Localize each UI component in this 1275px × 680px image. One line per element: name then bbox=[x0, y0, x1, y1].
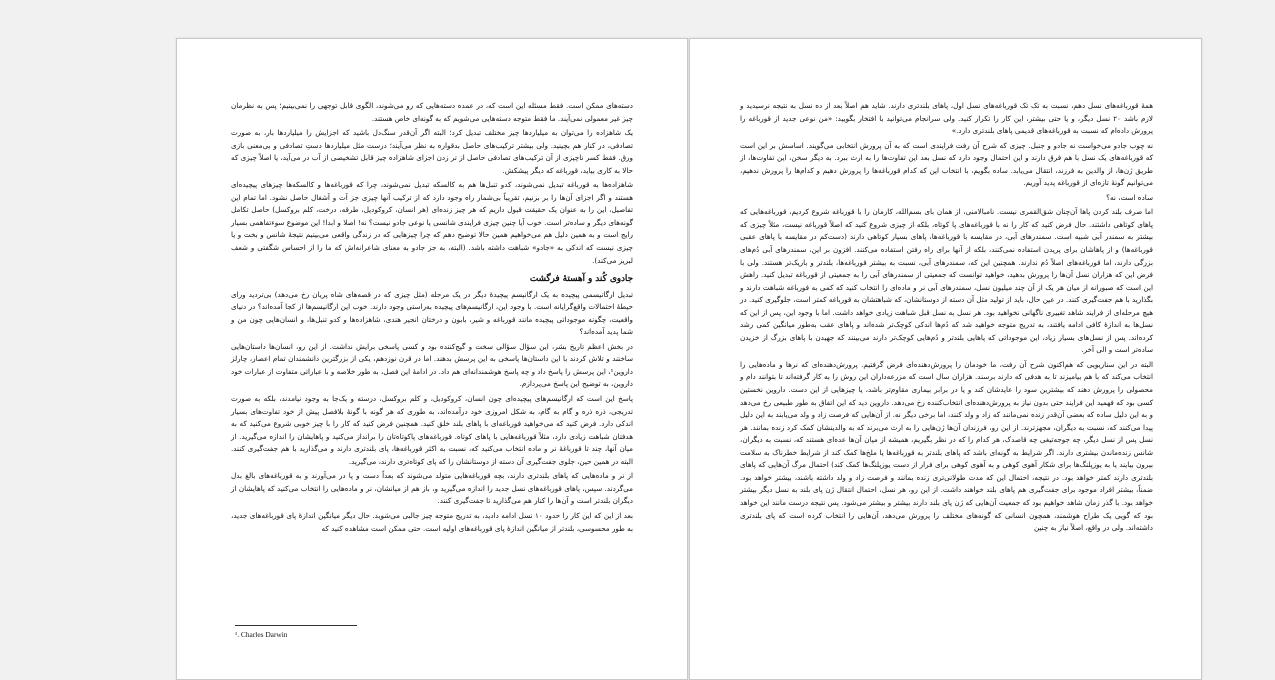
paragraph: از نر و ماده‌هایی که پاهای بلندتری دارند، بچه قورباغه‌هایی متولد می‌شوند که بعداً دست و پا در می‌آورند و به قورباغه‌های بالغ بدل می‌گردند. سپس، پاهای قورباغه‌های نسل جدید را اندازه می‌گیرید و، باز هم از میانشان، نر و ماده‌هایی را انتخاب می‌کنید که پاهایشان از دیگران بلندتر است و آن‌ها را کنار هم می‌گذارید تا جفت‌گیری کنند. bbox=[231, 471, 633, 506]
section-heading: جادوی کُند و آهستهٔ فرگشت bbox=[529, 274, 633, 285]
paragraph: پاسخ این است که ارگانیسم‌های پیچیده‌ای چون انسان، کروکودیل، و کلم بروکسل، درسته و یک‌جا به وجود نیامدند، بلکه به صورت تدریجی، ذره ذره و گام به گام، به شکل امروزی خود درآمده‌اند، به طوری که هر گونه با گونهٔ بلافصل پیش از خود تفاوت‌های بسیار اندکی دارد. فرض کنید که می‌خواهید قورباغه‌ای با پاهای بلند خلق کنید. همچنین فرض کنید که کار را با چیز خوبی شروع می‌کنید که به هدفتان شباهت زیادی دارد، مثلاً قورباغه‌هایی با پاهای کوتاه. قورباغه‌های پاکوتاه‌تان را برانداز می‌کنید و پاهایشان را اندازه می‌گیرید. از میان آنها، چند تا قورباغهٔ نر و ماده انتخاب می‌کنید که، نسبت به اکثر قورباغه‌ها، پای بلندتری دارند و می‌گذارید با هم جفت‌گیری کنند. البته در همین حین، جلوی جفت‌گیری آن دسته از دوستانشان را که پای کوتاه‌تری دارند، می‌گیرید. bbox=[231, 394, 633, 466]
left-page bbox=[176, 38, 688, 680]
paragraph: دسته‌های ممکن است. فقط مسئله این است که، در عمده دسته‌هایی که رو می‌شوند، الگوی قابل توجهی را نمی‌بینیم؛ پس به نظرمان چیز غیر معمولی نمی‌آیند. ما فقط متوجه دسته‌هایی می‌شویم که به گونه‌ای خاص هستند. bbox=[231, 101, 633, 123]
paragraph: در بخش اعظم تاریخ بشر، این سؤال سؤالی سخت و گیج‌کننده بود و کسی پاسخی برایش نداشت. از این رو، انسان‌ها داستان‌هایی ساختند و تلاش کردند با این داستان‌ها پاسخی به این پرسش بدهند. اما در قرن نوزدهم، یکی از بزرگترین دانشمندان تمام اعصار، چارلز داروین¹، این پرسش را پاسخ داد و چه پاسخ هوشمندانه‌ای هم داد. در ادامهٔ این فصل، به طور خلاصه و با عباراتی متفاوت از عبارات خود داروین، به توضیح این پاسخ می‌پردازم. bbox=[231, 341, 633, 389]
paragraph: نه چوب جادو می‌خواست نه جادو و جنبل. چیزی که شرح آن رفت فرایندی است که به آن پرورش انتخابی می‌گویند. اساسش بر این است که قورباغه‌های یک نسل با هم فرق دارند و این احتمال وجود دارد که نسل بعد این تفاوت‌ها را به ارث ببرد. به دیگر سخن، این تفاوت‌ها، از طریق ژن‌ها، از والدین به فرزند، انتقال می‌یابد. ساده بگویم، با انتخاب این که کدام قورباغه‌ها را پرورش دهیم و کدام‌ها را پرورش ندهیم، می‌توانیم گونهٔ تازه‌ای از قورباغه پدید آوریم. bbox=[740, 140, 1153, 188]
left-page-text bbox=[231, 100, 633, 537]
paragraph: شاهزاده‌ها به قورباغه تبدیل نمی‌شوند، کدو تنبل‌ها هم به کالسکه تبدیل نمی‌شوند، چرا که قورباغه‌ها و کالسکه‌ها چیزهای پیچیده‌ای هستند و اگر اجزای آن‌ها را بر بزنیم، تقریباً بی‌شمار راه وجود دارد که از ترکیب آنها چیزی جز آت و آشغال حاصل نشود. اما تمام این تفاصیل، این را به عنوان یک حقیقت قبول داریم که هر چیز زنده‌ای (هر انسان، کروکودیل، طرقه، درخت، کلم بروکسل) حاصل تکامل گونه‌های دیگر و ساده‌تر است. خوب آیا چنین چیزی فرایندی شانسی یا نوعی جادو نیست؟ نه! اصلا و ابدا! این موضوع سوءتفاهمی بسیار رایج است و به همین دلیل هم می‌خواهیم همین حالا توضیح دهم که چرا چیزهایی که در زندگی واقعی می‌بینیم نتیجهٔ شانس و بخت و یا چیزی نیست که اندکی به «جادو» شباهت داشته باشد. (البته، به جز جادو به معنای شاعرانه‌اش که ما را از احساس شگفتی و شعف لبریز می‌کند). bbox=[231, 180, 633, 265]
footnote: ¹. Charles Darwin bbox=[235, 630, 288, 639]
paragraph: بعد از این که این کار را حدود ۱۰ نسل ادامه دادید، به تدریج متوجه چیز جالبی می‌شوید. حال دیگر میانگین اندازهٔ پای قورباغه‌های جدید، به طور محسوسی، بلندتر از میانگین اندازهٔ پای قورباغه‌های اولیه است. حتی ممکن است مشاهده کنید که bbox=[231, 510, 634, 533]
right-page bbox=[689, 38, 1202, 680]
right-page-text bbox=[740, 100, 1153, 537]
footnote-divider bbox=[235, 625, 357, 626]
paragraph: البته در این سناریویی که هم‌اکنون شرح آن رفت، ما خودمان را پرورش‌دهنده‌ای فرض گرفتیم. پرورش‌دهنده‌ای که نرها و ماده‌هایی را انتخاب می‌کند که با هم بیامیزند تا به هدفی که دارند برسند. هزاران سال است که مزرعه‌داران این روش را به کار گرفته‌اند تا بتوانند دام و محصولی را پرورش دهند که بیشترین سود را عایدشان کند و یا در برابر بیماری مقاوم‌تر باشد، یا چیزهایی از این دست. داروین نخستین کسی بود که فهمید این فرایند حتی بدون نیاز به پرورش‌دهنده‌ای انتخاب‌کننده رخ می‌دهد. داروین دید که این اتفاق به طور طبیعی رخ می‌دهد و به این دلیل ساده که بعضی آن‌قدر زنده نمی‌مانند که زاد و ولد کنند، اما برخی دیگر نه. از آن‌هایی که فرصت زاد و ولد می‌یابند به این دلیل پیدا می‌کنند که، نسبت به دیگران، مجهزترند. از این رو، فرزندان آن‌ها ژن‌هایی را به ارث می‌برند که به والدینشان کمک کرد زنده بمانند. هر نسل پس از نسل دیگر، چه جوجه‌تیغی چه قاصدک، هر کدام را که در نظر بگیریم، همیشه از میان آن‌ها عده‌ای هستند که، نسبت به دیگران، شانس زنده‌ماندن بیشتری دارند. اگر شرایط به گونه‌ای باشد که پاهای بلندتر به قورباغه‌ها یا ملخ‌ها کمک کند از شرایط خطرناک به سلامت بیرون بیایند یا به یوزپلنگ‌ها برای شکار آهوی کوهی و به آهوی کوهی برای فرار از دست یوزپلنگ‌ها کمک کند) احتمال مرگ آن‌هایی که پاهای بلندتری دارند کمتر خواهد بود. در نتیجه، احتمال این که مدت طولانی‌تری زنده بمانند و فرصت زاد و ولد داشته باشند، بیشتر خواهد بود. ضمناً، بیشتر افراد موجود برای جفت‌گیری هم پاهای بلند خواهند داشت. از این رو، هر نسل، احتمال انتقال ژن پای بلند به نسل دیگر بیشتر خواهد بود. با گذر زمان شاهد خواهیم بود که جمعیت آن‌هایی که ژن پای بلند دارند بیشتر و بیشتر می‌شود. پس نتیجه درست مانند این خواهد بود که گویی یک طراح هوشمند، همچون انسانی که گونه‌های مختلف را پرورش می‌دهد، آن‌هایی را انتخاب کرده است که پای بلندتری داشته‌اند. ولی در واقع، اصلاً نیاز به چنین bbox=[740, 359, 1153, 533]
paragraph: اما صرف بلند کردن پاها آن‌چنان شق‌القمری نیست. نامبالامنی، از همان بای بسم‌الله، کارمان را با قورباغه شروع کردیم، قورباغه‌هایی که پاهای کوتاهی داشتند. حال فرض کنید که کار را نه با قورباغه‌های پا کوتاه، بلکه از چیزی شروع کنید که اصلاً قورباغه نیست، مثلاً چیزی که بیشتر به سمندر آبی شبیه است. سمندرهای آبی، در مقایسه با قورباغه‌ها، پاهای بسیار کوتاهی دارند (دست‌کم در مقایسه با پاهای عقبی قورباغه‌ها) و از پاهاشان برای پریدن استفاده نمی‌کنند، بلکه از آنها برای راه رفتن استفاده می‌کنند. افزون بر این، سمندرهای آبی دُم‌های بزرگی دارند، اما قورباغه‌های اصلاً دُم ندارند. همچنین این که، سمندرهای آبی، نسبت به بیشتر قورباغه‌ها، بلندتر و باریک‌تر هستند. ولی با فرض این که هزاران نسل آن‌ها را پرورش بدهید، خواهید توانست که جمعیتی از سمندرهای آبی را به جمعیتی از قورباغه تبدیل کنید. راهش این است که صبورانه از میان هر یک از آن چند میلیون نسل، سمندرهای آبی نر و ماده‌ای را انتخاب کنید که کمی به قورباغه شباهت دارند و بگذارید با هم جفت‌گیری کنند. در عین حال، باید از تولید مثل آن دسته از دوستانشان، که شباهتشان به قورباغه کمتر است، جلوگیری کنید. در هیچ مرحله‌ای از فرایند شاهد تغییری ناگهانی نخواهید بود. هر نسل به نسل قبل شباهت زیادی خواهد داشت. اما با وجود این، پس از این که نسل‌ها به اندازهٔ کافی ادامه یافتند، به تدریج متوجه خواهید شد که دُم‌ها اندکی کوچک‌تر شده‌اند و پاهای عقب به‌طور میانگین کمی رشد کرده‌اند. پس از نسل‌های بسیار زیاد، این موجوداتی که پاهایی بلندتر و دُم‌هایی کوچک‌تر دارند می‌بینند که جهیدن با پاهای بزرگ از خزیدن ساده‌تر است و الی آخر. bbox=[740, 207, 1153, 355]
paragraph: همهٔ قورباغه‌های نسل دهم، نسبت به تک تک قورباغه‌های نسل اول، پاهای بلندتری دارند. شاید هم اصلاً بعد از ده نسل به نتیجه نرسیدید و لازم باشد ۲۰ نسل دیگر، و یا حتی بیشتر، این کار را تکرار کنید. ولی سرانجام می‌توانید با افتخار بگویید: «من نوعی جدید از قورباغه را پرورش داده‌ام که نسبت به قورباغه‌های قدیمی پاهای بلندتری دارد.» bbox=[740, 101, 1153, 136]
paragraph: تبدیل ارگانیسمی پیچیده به یک ارگانیسم پیچیدهٔ دیگر در یک مرحله (مثل چیزی که در قصه‌های شاه پریان رخ می‌دهد) بی‌تردید ورای حیطهٔ احتمالات واقع‌گرایانه است. با وجود این، ارگانیسم‌های پیچیده به‌راستی وجود دارند. خوب این ارگانیسم‌ها از کجا آمده‌اند؟ در دنیای واقعیت، چگونه موجوداتی پیچیده مانند قورباغه و شیر، بابون و درختان انجیر هندی، شاهزاده‌ها و کدو تنبل‌ها، و انسان‌هایی چون من و شما پدید آمده‌اند؟ bbox=[231, 289, 633, 337]
paragraph: ساده است، نه؟ bbox=[1106, 192, 1153, 202]
paragraph: یک شاهزاده را می‌توان به میلیاردها چیز مختلف تبدیل کرد؛ البته اگر آن‌قدر سنگ‌دل باشید که اجزایش را میلیاردها بار، به صورت تصادفی، در کنار هم بچینید. ولی بیشتر ترکیب‌های حاصل بدقواره به نظر می‌آیند؛ درست مثل میلیاردها دستِ تصادفی و بی‌معنی بازی ورق. فقط کسر ناچیزی از آن ترکیب‌های تصادفی حاصل از تر زدن اجزای شاهزاده چیز قابل تشخیصی از آب در می‌آید، یا اصلاً چیزی که حالا به کاری بیاید، قورباغه که دیگر پیشکش. bbox=[231, 128, 633, 175]
